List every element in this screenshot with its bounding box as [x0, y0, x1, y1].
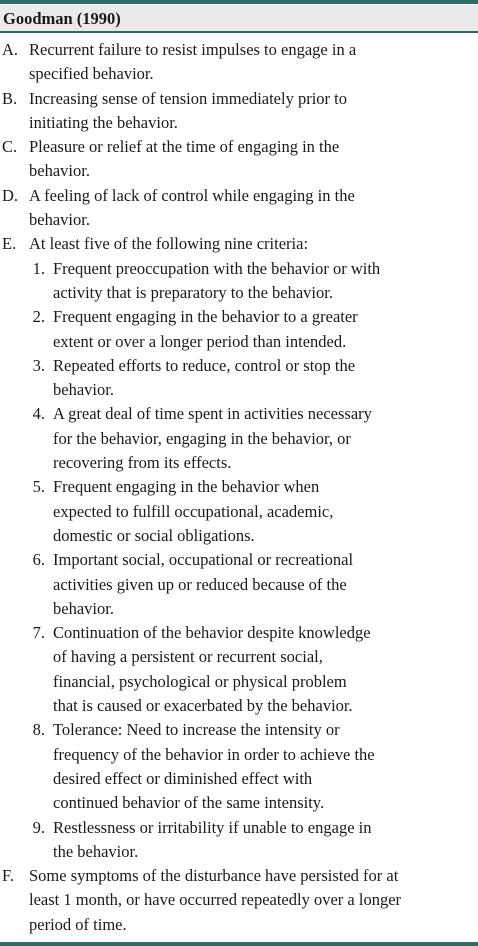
sub-criterion-number: 7. [32, 623, 45, 643]
sub-criterion-text: Repeated efforts to reduce, control or stop the behavior. [53, 355, 356, 400]
sub-criterion-number: 4. [32, 404, 45, 424]
criterion-c [0, 135, 478, 184]
criterion-a [0, 38, 478, 87]
table-top-rule [0, 0, 478, 4]
criteria-list [0, 38, 478, 937]
criterion-text: Increasing sense of tension immediately prior to initiating the behavior. [29, 88, 347, 132]
criterion-text: At least five of the following nine criteria: [29, 234, 309, 254]
criterion-text: Some symptoms of the disturbance have persisted for at least 1 month, or have occurred repeatedly over a longer period of time. [29, 866, 402, 934]
sub-criterion-number: 5. [32, 477, 45, 497]
criterion-text: Pleasure or relief at the time of engaging in the behavior. [29, 137, 340, 181]
criterion-label: E. [2, 234, 17, 254]
sub-criterion-3 [0, 354, 478, 403]
sub-criterion-5 [0, 475, 478, 548]
table-bottom-rule [0, 942, 478, 946]
sub-criterion-number: 3. [32, 355, 45, 375]
criterion-text: A feeling of lack of control while engaging in the behavior. [29, 185, 355, 230]
criterion-text: Recurrent failure to resist impulses to engage in a specified behavior. [29, 40, 357, 84]
criterion-label: A. [2, 40, 19, 59]
sub-criterion-7 [0, 621, 478, 718]
sub-criterion-8 [0, 718, 478, 815]
criterion-b [0, 87, 478, 136]
sub-criterion-text: Important social, occupational or recreational activities given up or reduced because of the behavior. [53, 550, 354, 618]
sub-criterion-number: 9. [32, 817, 45, 837]
criterion-e [0, 232, 478, 256]
criterion-label: C. [2, 137, 18, 157]
header-divider-rule [0, 31, 478, 33]
criterion-f [0, 864, 478, 937]
sub-criterion-9 [0, 816, 478, 865]
criterion-d [0, 184, 478, 233]
sub-criterion-text: Frequent engaging in the behavior when expected to fulfill occupational, academic, domestic or social obligations. [53, 477, 334, 545]
table-header [0, 5, 478, 31]
sub-criterion-2 [0, 305, 478, 354]
sub-criterion-text: Frequent preoccupation with the behavior or with activity that is preparatory to the behavior. [53, 258, 381, 302]
criterion-label: F. [2, 866, 14, 886]
criterion-label: B. [2, 88, 18, 108]
table-title: Goodman (1990) [3, 9, 121, 28]
sub-criterion-number: 8. [32, 720, 45, 740]
sub-criterion-number: 1. [32, 258, 45, 278]
sub-criterion-4 [0, 402, 478, 475]
sub-criterion-1 [0, 257, 478, 306]
sub-criterion-text: A great deal of time spent in activities necessary for the behavior, engaging in the behavior, or recovering from its effects. [53, 404, 372, 473]
criterion-label: D. [2, 185, 19, 205]
sub-criterion-text: Tolerance: Need to increase the intensity or frequency of the behavior in order to achieve the desired effect or diminished effect with continued behavior of the same intensity. [53, 720, 375, 813]
sub-criterion-6 [0, 548, 478, 621]
sub-criterion-text: Frequent engaging in the behavior to a greater extent or over a longer period than intended. [53, 307, 358, 351]
sub-criterion-text: Continuation of the behavior despite knowledge of having a persistent or recurrent social, financial, psychological or physical problem that is caused or exacerbated by the behavior. [53, 623, 371, 716]
sub-criterion-number: 2. [32, 307, 45, 327]
sub-criterion-number: 6. [32, 550, 45, 570]
sub-criterion-text: Restlessness or irritability if unable to engage in the behavior. [53, 817, 372, 861]
